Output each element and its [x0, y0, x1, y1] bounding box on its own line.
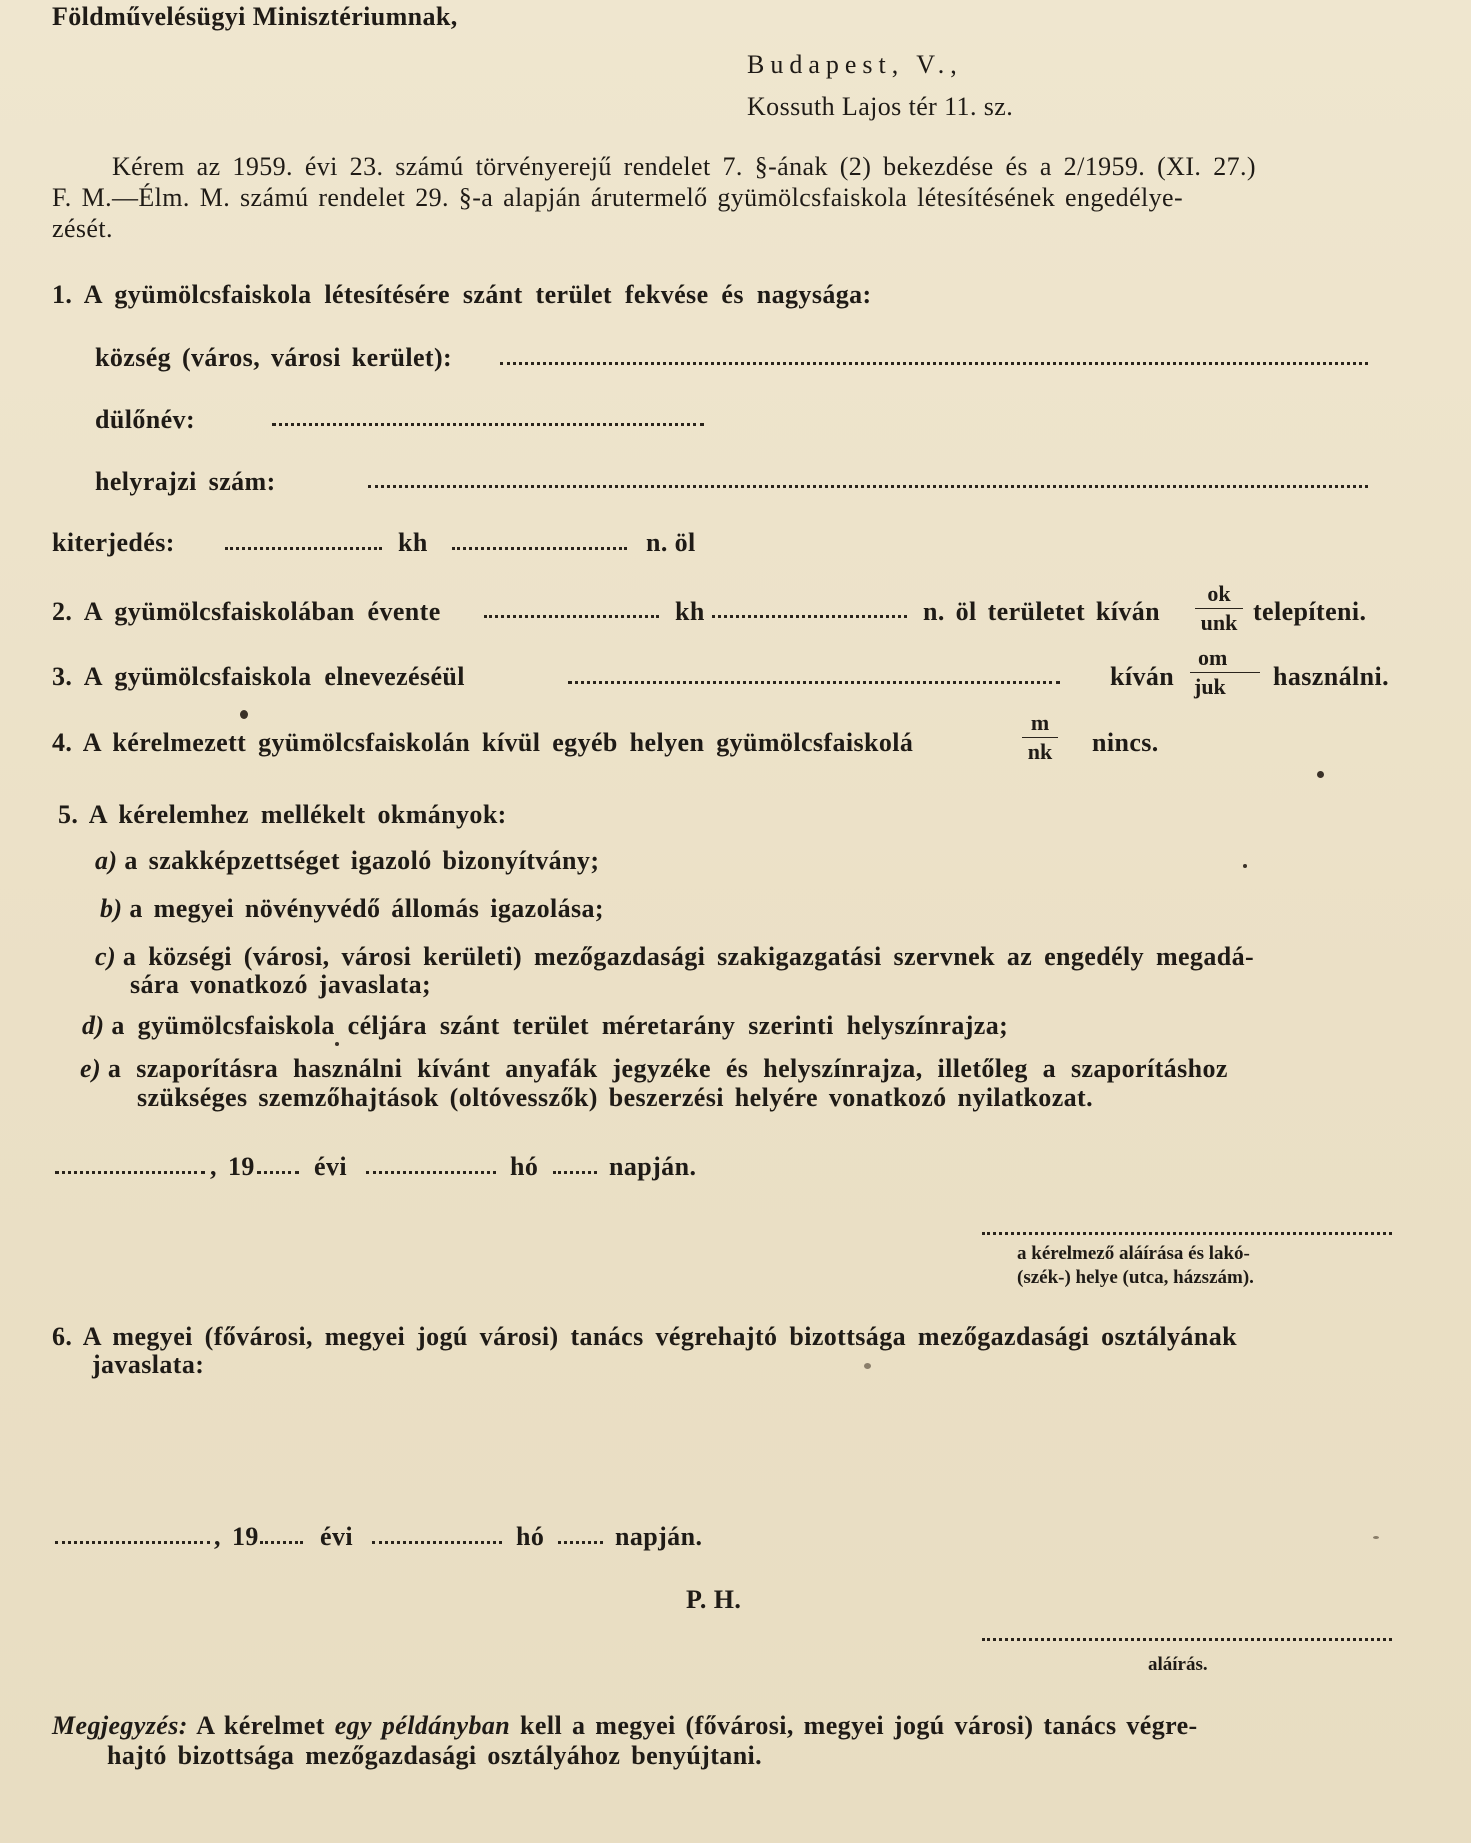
item-2-kh-field[interactable] — [484, 615, 659, 618]
item-2-frac-top: ok — [1207, 581, 1231, 606]
date-1-comma: , — [210, 1152, 217, 1181]
kozseg-field[interactable] — [500, 362, 1368, 365]
date-1-ho: hó — [510, 1152, 539, 1181]
ink-speck — [1243, 864, 1247, 868]
kozseg-label: község (város, városi kerület): — [95, 343, 453, 372]
helyrajzi-label: helyrajzi szám: — [95, 467, 276, 496]
ink-speck — [864, 1363, 871, 1369]
note-line-1: Megjegyzés: A kérelmet egy példányban kell a megyei (fővárosi, megyei jogú városi) tanács végre- — [52, 1711, 1198, 1740]
date-2-year-field[interactable] — [260, 1541, 303, 1544]
item-3-fraction — [1190, 646, 1260, 699]
item-3-frac-top: om — [1198, 645, 1228, 670]
item-5a: a) a szakképzettséget igazoló bizonyítvány; — [95, 846, 600, 875]
kiterjedes-nol-field[interactable] — [452, 547, 627, 550]
item-4-frac-top: m — [1030, 710, 1050, 735]
item-5c-line-1: c) a községi (városi, városi kerületi) mezőgazdasági szakigazgatási szervnek az engedély megadá- — [95, 942, 1255, 971]
dulonev-field[interactable] — [272, 423, 704, 426]
item-4-text: 4. A kérelmezett gyümölcsfaiskolán kívül egyéb helyen gyümölcsfaiskolá — [52, 728, 914, 757]
address-city: Budapest, V., — [747, 50, 963, 79]
address-street: Kossuth Lajos tér 11. sz. — [747, 92, 1014, 121]
ink-speck — [335, 1042, 339, 1046]
item-2-nol-field[interactable] — [712, 615, 907, 618]
recipient: Földművelésügyi Minisztériumnak, — [52, 2, 458, 31]
signature-1-line-2: (szék-) helye (utca, házszám). — [1017, 1267, 1254, 1288]
date-1-year-prefix: 19 — [228, 1152, 255, 1181]
item-5e-line-1: e) a szaporításra használni kívánt anyafák jegyzéke és helyszínrajza, illetőleg a szaporításhoz — [80, 1054, 1228, 1083]
item-3-name-field[interactable] — [568, 681, 1060, 684]
item-5c-line-2: sára vonatkozó javaslata; — [130, 970, 432, 999]
date-1-place-field[interactable] — [55, 1171, 205, 1174]
item-5-title: 5. A kérelemhez mellékelt okmányok: — [58, 800, 507, 829]
intro-line-2: F. M.—Élm. M. számú rendelet 29. §-a alapján árutermelő gyümölcsfaiskola létesítésének engedélye- — [52, 183, 1184, 212]
item-5e-line-2: szükséges szemzőhajtások (oltóvesszők) beszerzési helyére vonatkozó nyilatkozat. — [137, 1083, 1093, 1112]
item-1-title: 1. A gyümölcsfaiskola létesítésére szánt terület fekvése és nagysága: — [52, 280, 872, 309]
item-2-end: telepíteni. — [1253, 597, 1367, 626]
item-2-fraction — [1195, 582, 1243, 635]
applicant-signature-field[interactable] — [982, 1232, 1392, 1235]
date-2-evi: évi — [320, 1522, 353, 1551]
date-2-month-field[interactable] — [372, 1541, 502, 1544]
ink-speck — [1373, 1536, 1379, 1539]
note-line-2: hajtó bizottsága mezőgazdasági osztályához benyújtani. — [107, 1741, 763, 1770]
date-2-year-prefix: 19 — [232, 1522, 259, 1551]
dulonev-label: dülőnév: — [95, 405, 196, 434]
kiterjedes-label: kiterjedés: — [52, 528, 175, 557]
item-5d: d) a gyümölcsfaiskola céljára szánt terület méretarány szerinti helyszínrajza; — [82, 1011, 1009, 1040]
item-2-text: 2. A gyümölcsfaiskolában évente — [52, 597, 441, 626]
date-2-ho: hó — [516, 1522, 545, 1551]
item-3-end: használni. — [1273, 662, 1389, 691]
date-1-day-field[interactable] — [553, 1171, 597, 1174]
item-5b: b) a megyei növényvédő állomás igazolása; — [100, 894, 604, 923]
date-2-place-field[interactable] — [55, 1541, 210, 1544]
item-6-line-1: 6. A megyei (fővárosi, megyei jogú városi) tanács végrehajtó bizottsága mezőgazdasági osztályának — [52, 1322, 1237, 1351]
ink-speck — [1317, 771, 1324, 778]
item-3-mid: kíván — [1110, 662, 1175, 691]
item-2-kh-unit: kh — [675, 597, 705, 626]
intro-line-3: zését. — [52, 214, 113, 243]
date-2-comma: , — [214, 1522, 221, 1551]
item-4-frac-bottom: nk — [1027, 739, 1053, 764]
signature-1-line-1: a kérelmező aláírása és lakó- — [1017, 1243, 1250, 1264]
official-signature-field[interactable] — [982, 1638, 1392, 1641]
ink-speck — [240, 710, 248, 719]
date-1-napjan: napján. — [609, 1152, 697, 1181]
kiterjedes-nol-unit: n. öl — [646, 528, 696, 557]
item-4-end: nincs. — [1092, 728, 1159, 757]
item-3-frac-bottom: juk — [1194, 674, 1226, 699]
stamp-placeholder: P. H. — [686, 1585, 742, 1614]
kiterjedes-kh-field[interactable] — [225, 547, 382, 550]
item-4-fraction — [1022, 711, 1058, 764]
date-1-evi: évi — [314, 1152, 347, 1181]
intro-line-1: Kérem az 1959. évi 23. számú törvényerejű rendelet 7. §-ának (2) bekezdése és a 2/1959. (XI. 27.) — [112, 152, 1256, 181]
item-2-frac-bottom: unk — [1200, 610, 1238, 635]
date-1-year-field[interactable] — [257, 1171, 299, 1174]
item-2-mid: n. öl területet kíván — [923, 597, 1161, 626]
signature-2-label: aláírás. — [1148, 1654, 1208, 1675]
date-2-napjan: napján. — [615, 1522, 703, 1551]
helyrajzi-field[interactable] — [368, 485, 1368, 488]
item-3-text: 3. A gyümölcsfaiskola elnevezéséül — [52, 662, 465, 691]
date-1-month-field[interactable] — [366, 1171, 496, 1174]
item-6-line-2: javaslata: — [92, 1350, 205, 1379]
kiterjedes-kh-unit: kh — [398, 528, 428, 557]
date-2-day-field[interactable] — [558, 1541, 603, 1544]
